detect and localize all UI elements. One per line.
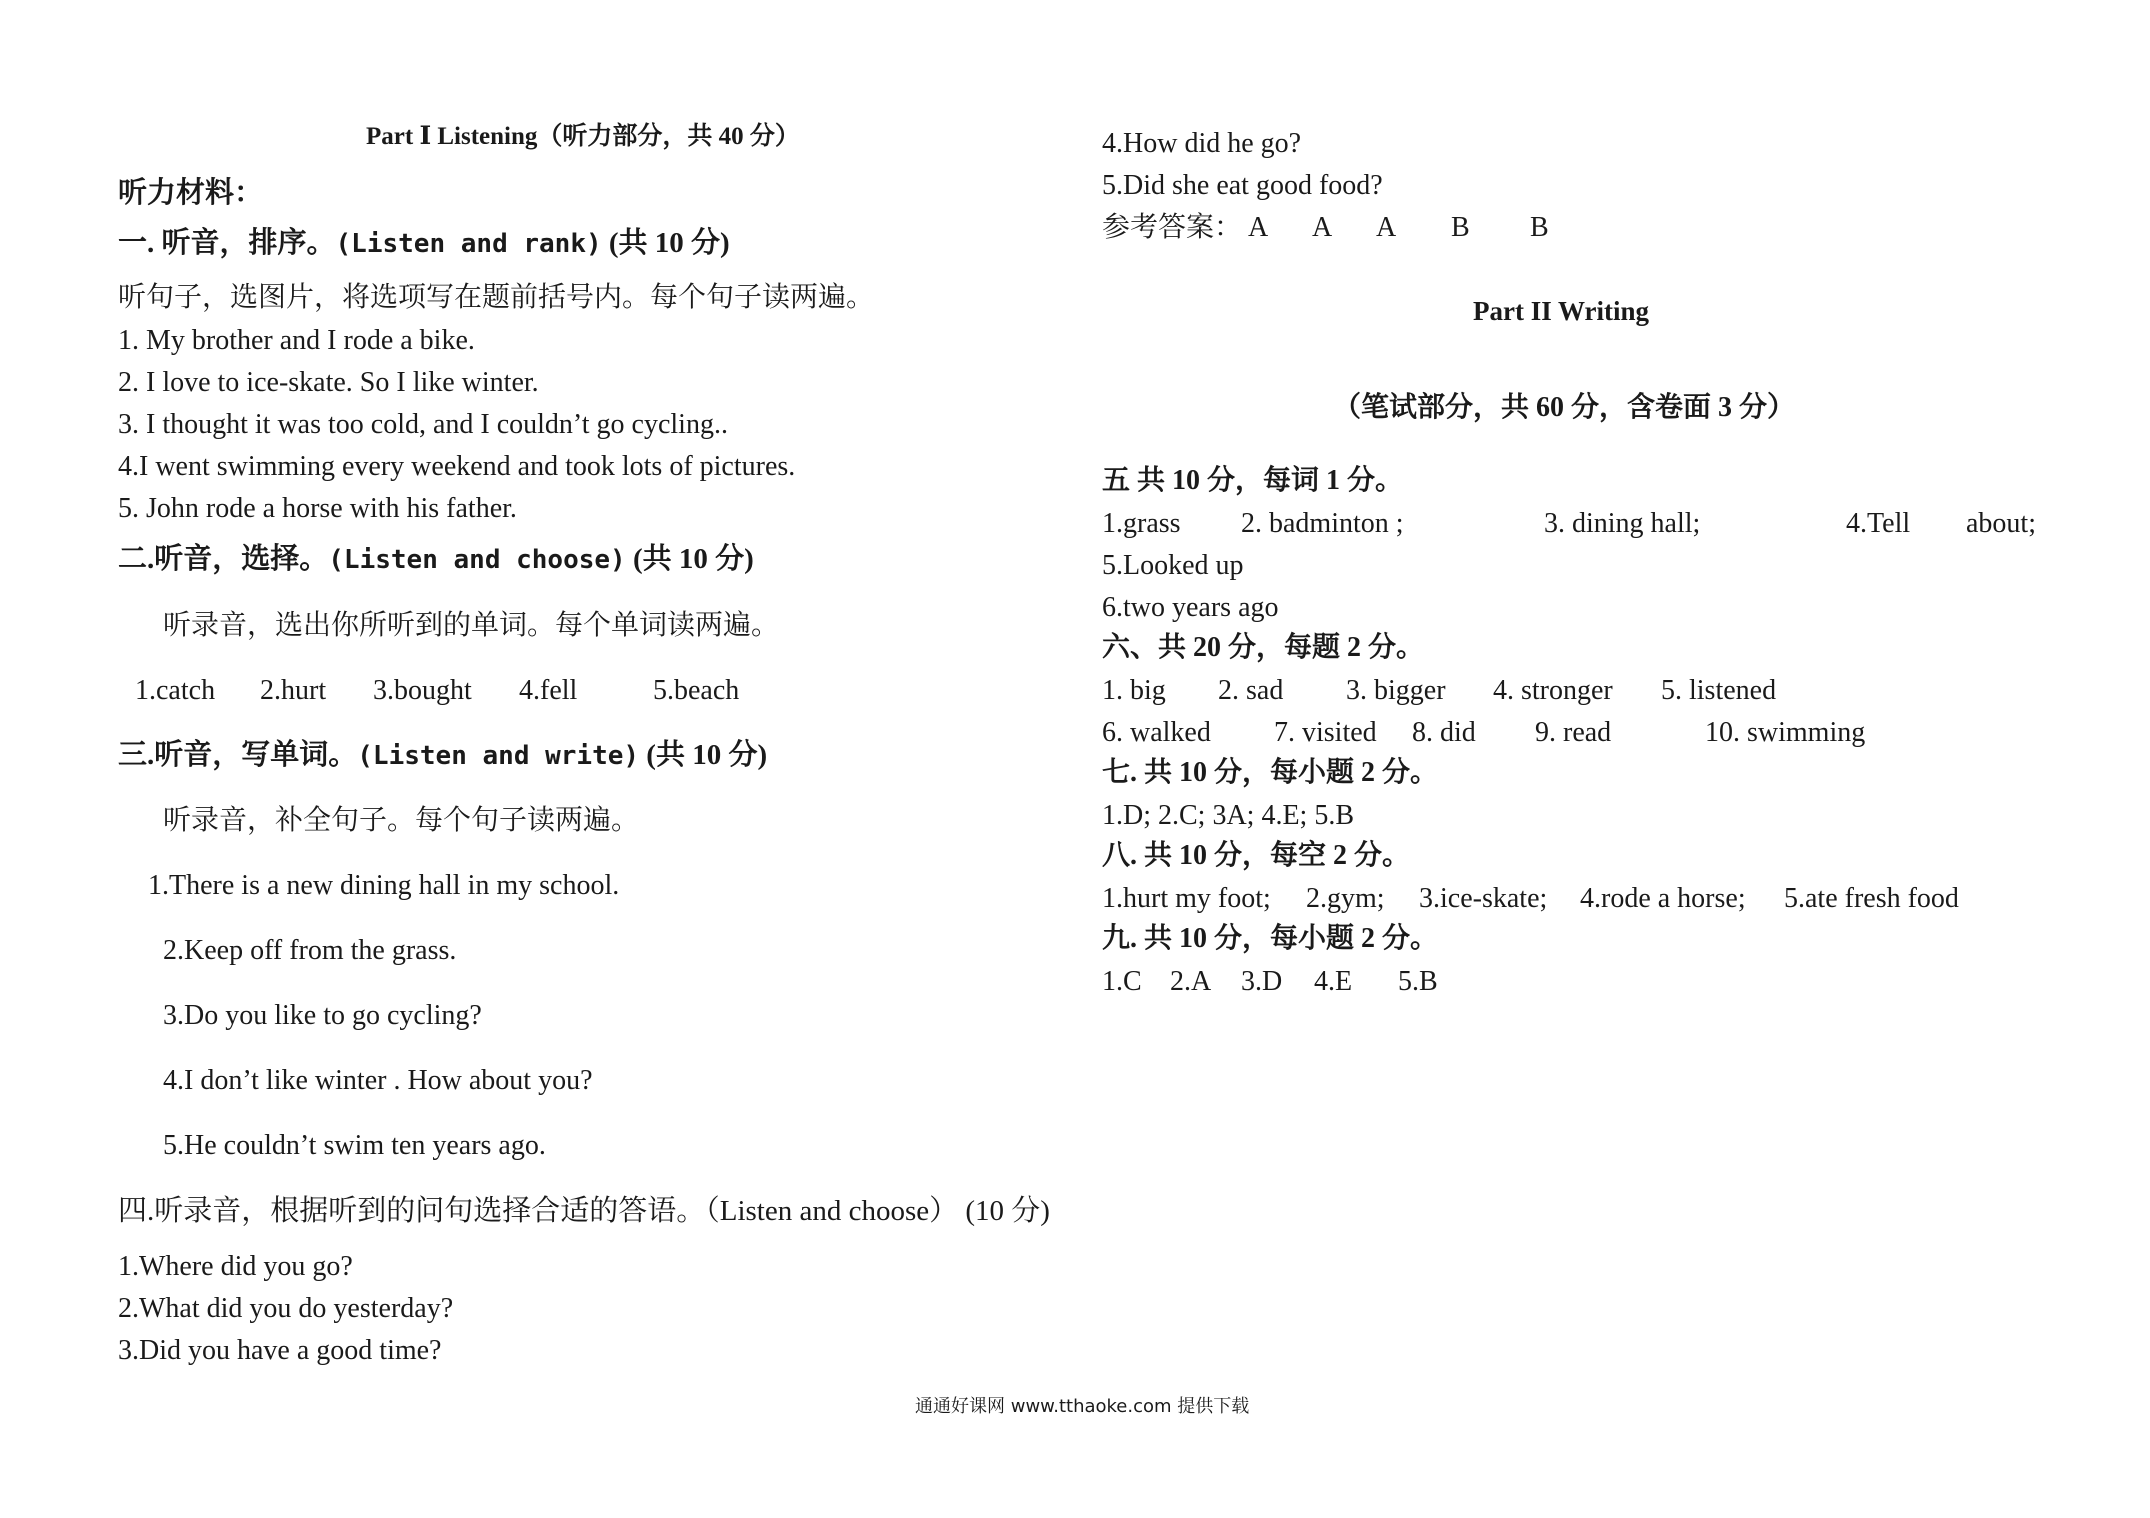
sec6-answer: 6. walked bbox=[1102, 717, 1211, 748]
sec5-answer: 3. dining hall; bbox=[1544, 508, 1701, 539]
sec5-answer: about; bbox=[1966, 508, 2036, 539]
sec5-answer: 1.grass bbox=[1102, 508, 1181, 539]
sec5-answer: 4.Tell bbox=[1846, 508, 1911, 539]
sec8-answer: 4.rode a horse; bbox=[1580, 883, 1746, 914]
part1-title: Part Ⅰ Listening（听力部分，共 40 分） bbox=[366, 123, 800, 150]
sec1-item: 1. My brother and I rode a bike. bbox=[118, 325, 475, 356]
sec8-answer: 3.ice-skate; bbox=[1419, 883, 1548, 914]
sec8-answer: 5.ate fresh food bbox=[1784, 883, 1959, 914]
sec4-item: 4.How did he go? bbox=[1102, 128, 1302, 159]
sec3-heading: 三.听音，写单词。(Listen and write) (共 10 分) bbox=[118, 739, 768, 771]
sec9-answer: 2.A bbox=[1170, 966, 1212, 997]
sec3-item: 4.I don’t like winter . How about you? bbox=[163, 1065, 593, 1096]
sec3-item: 2.Keep off from the grass. bbox=[163, 935, 457, 966]
sec1-item: 4.I went swimming every weekend and took lots of pictures. bbox=[118, 451, 796, 482]
sec1-item: 3. I thought it was too cold, and I couldn’t go cycling.. bbox=[118, 409, 728, 440]
sec6-answer: 3. bigger bbox=[1346, 675, 1446, 706]
sec2-word: 5.beach bbox=[653, 675, 740, 706]
sec2-word: 3.bought bbox=[373, 675, 472, 706]
sec2-word: 4.fell bbox=[519, 675, 578, 706]
sec4-heading: 四.听录音，根据听到的问句选择合适的答语。（Listen and choose） (10 分) bbox=[118, 1195, 1050, 1227]
sec4-item: 1.Where did you go? bbox=[118, 1251, 353, 1282]
sec4-item: 3.Did you have a good time? bbox=[118, 1335, 442, 1366]
sec7-answer: 1.D; 2.C; 3A; 4.E; 5.B bbox=[1102, 800, 1355, 831]
part2-title: Part II Writing bbox=[1473, 296, 1650, 326]
sec2-word: 1.catch bbox=[135, 675, 216, 706]
materials-label: 听力材料： bbox=[118, 175, 264, 209]
sec9-answer: 4.E bbox=[1314, 966, 1353, 997]
sec7-heading: 七. 共 10 分，每小题 2 分。 bbox=[1102, 757, 1439, 788]
sec5-answer: 5.Looked up bbox=[1102, 550, 1244, 581]
sec5-answer: 2. badminton ; bbox=[1241, 508, 1404, 539]
sec6-answer: 1. big bbox=[1102, 675, 1166, 706]
sec6-answer: 7. visited bbox=[1274, 717, 1377, 748]
sec6-answer: 4. stronger bbox=[1493, 675, 1613, 706]
sec6-answer: 8. did bbox=[1412, 717, 1476, 748]
sec9-heading: 九. 共 10 分，每小题 2 分。 bbox=[1102, 923, 1439, 954]
sec8-answer: 1.hurt my foot; bbox=[1102, 883, 1271, 914]
sec4-item: 2.What did you do yesterday? bbox=[118, 1293, 454, 1324]
part2-subtitle: （笔试部分，共 60 分，含卷面 3 分） bbox=[1333, 392, 1796, 423]
sec2-heading: 二.听音，选择。(Listen and choose) (共 10 分) bbox=[118, 543, 754, 575]
sec1-item: 2. I love to ice-skate. So I like winter. bbox=[118, 367, 539, 398]
footer-text: 通通好课网 www.tthaoke.com 提供下载 bbox=[915, 1396, 1250, 1417]
sec1-heading: 一. 听音，排序。(Listen and rank) (共 10 分) bbox=[118, 227, 730, 259]
sec6-answer: 9. read bbox=[1535, 717, 1612, 748]
sec6-heading: 六、共 20 分，每题 2 分。 bbox=[1102, 632, 1425, 663]
sec9-answer: 1.C bbox=[1102, 966, 1142, 997]
sec5-heading: 五 共 10 分，每词 1 分。 bbox=[1102, 465, 1404, 496]
sec1-instruction: 听句子，选图片，将选项写在题前括号内。每个句子读两遍。 bbox=[118, 282, 875, 313]
sec8-answer: 2.gym; bbox=[1306, 883, 1385, 914]
sec6-answer: 5. listened bbox=[1661, 675, 1777, 706]
sec5-answer: 6.two years ago bbox=[1102, 592, 1279, 623]
sec2-word: 2.hurt bbox=[260, 675, 327, 706]
sec2-instruction: 听录音，选出你所听到的单词。每个单词读两遍。 bbox=[163, 610, 780, 641]
sec4-item: 5.Did she eat good food? bbox=[1102, 170, 1383, 201]
sec6-answer: 2. sad bbox=[1218, 675, 1284, 706]
sec3-item: 3.Do you like to go cycling? bbox=[163, 1000, 482, 1031]
sec3-item: 1.There is a new dining hall in my school. bbox=[148, 870, 620, 901]
answer-key: 参考答案： A A A B B bbox=[1102, 212, 1549, 243]
sec9-answer: 5.B bbox=[1398, 966, 1438, 997]
sec1-item: 5. John rode a horse with his father. bbox=[118, 493, 517, 524]
sec3-instruction: 听录音，补全句子。每个句子读两遍。 bbox=[163, 805, 640, 836]
sec9-answer: 3.D bbox=[1241, 966, 1283, 997]
sec6-answer: 10. swimming bbox=[1705, 717, 1866, 748]
sec3-item: 5.He couldn’t swim ten years ago. bbox=[163, 1130, 546, 1161]
sec8-heading: 八. 共 10 分，每空 2 分。 bbox=[1102, 840, 1411, 871]
